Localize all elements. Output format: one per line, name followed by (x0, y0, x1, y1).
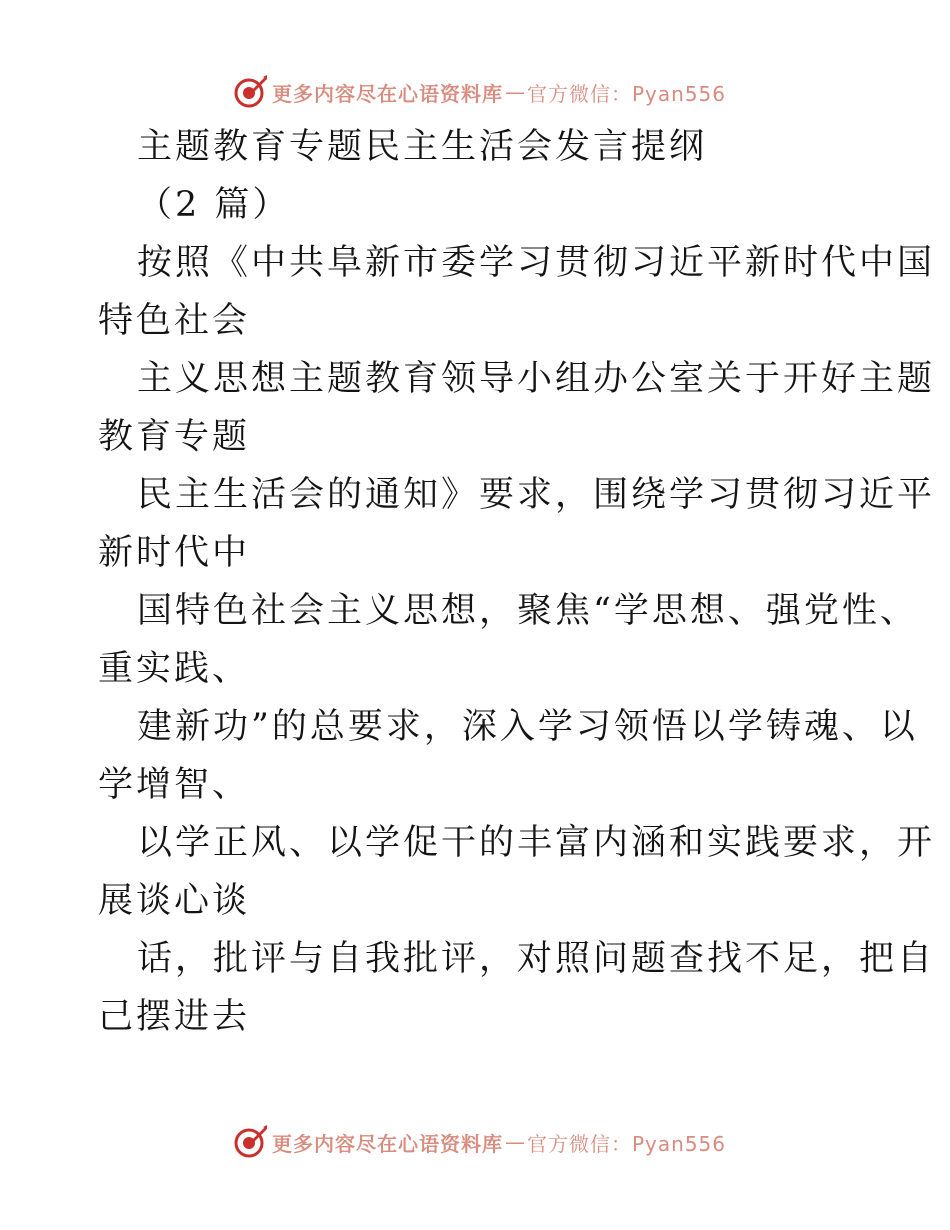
document-subtitle: （2 篇） (137, 185, 291, 225)
paragraph-line: 主义思想主题教育领导小组办公室关于开好主题 (137, 359, 936, 399)
paragraph-line: 学增智、 (98, 765, 251, 805)
paragraph-line: 建新功”的总要求，深入学习领悟以学铸魂、以 (137, 707, 918, 747)
banner-title: 更多内容尽在心语资料库 (272, 1131, 503, 1156)
paragraph-line: 以学正风、以学促干的丰富内涵和实践要求，开 (137, 823, 936, 863)
brand-logo-icon (232, 1124, 268, 1160)
paragraph-line: 按照《中共阜新市委学习贯彻习近平新时代中国 (137, 243, 936, 283)
paragraph-line: 民主生活会的通知》要求，围绕学习贯彻习近平 (137, 475, 936, 515)
banner-title: 更多内容尽在心语资料库 (272, 81, 503, 106)
footer-watermark (232, 1122, 726, 1162)
paragraph-line: 己摆进去 (98, 997, 251, 1037)
paragraph-line: 教育专题 (98, 417, 251, 457)
banner-dash: — (505, 80, 525, 104)
paragraph-line: 话，批评与自我批评，对照问题查找不足，把自 (137, 939, 936, 979)
paragraph-line: 展谈心谈 (98, 881, 251, 921)
header-watermark (232, 72, 726, 112)
paragraph-line: 新时代中 (98, 533, 251, 573)
banner-dash: — (505, 1130, 525, 1154)
banner-wechat: 官方微信：Pyan556 (527, 81, 727, 106)
banner-wechat: 官方微信：Pyan556 (527, 1131, 727, 1156)
document-title: 主题教育专题民主生活会发言提纲 (137, 127, 708, 167)
paragraph-line: 国特色社会主义思想，聚焦“学思想、强党性、 (137, 591, 918, 631)
brand-logo-icon (232, 74, 268, 110)
paragraph-line: 特色社会 (98, 301, 251, 341)
paragraph-line: 重实践、 (98, 649, 251, 689)
